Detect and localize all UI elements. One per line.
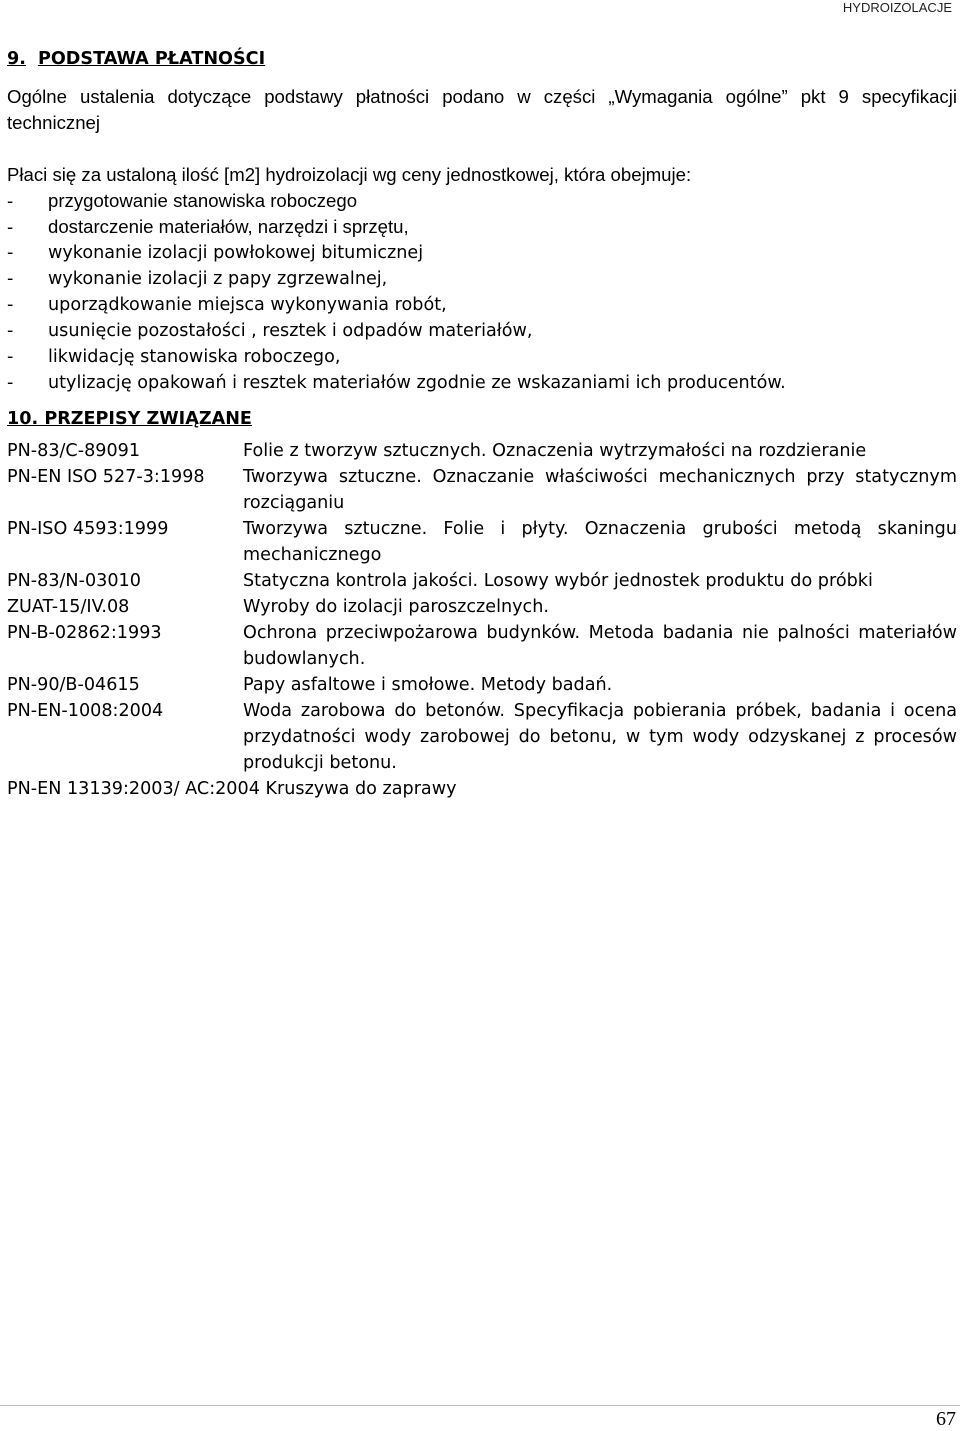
standard-description: Woda zarobowa do betonów. Specyfikacja pobierania próbek, badania i ocena przydatności wody zarobowej do betonu, w tym wody odzyskanej z procesów produkcji betonu. bbox=[243, 701, 957, 773]
list-dash: - bbox=[7, 295, 14, 315]
standard-row bbox=[7, 594, 957, 620]
list-item bbox=[7, 318, 957, 344]
standard-row bbox=[7, 698, 957, 776]
section-10-number: 10. bbox=[7, 409, 39, 429]
standard-row bbox=[7, 438, 957, 464]
standard-description: Folie z tworzyw sztucznych. Oznaczenia wytrzymałości na rozdzieranie bbox=[243, 441, 867, 461]
list-dash: - bbox=[7, 243, 14, 263]
standard-description: Tworzywa sztuczne. Oznaczanie właściwości mechanicznych przy statycznym rozciąganiu bbox=[243, 467, 957, 513]
footer-divider bbox=[0, 1405, 960, 1406]
list-item bbox=[7, 188, 957, 214]
document-body bbox=[7, 46, 957, 802]
list-item-text: uporządkowanie miejsca wykonywania robót, bbox=[48, 295, 447, 315]
section-9-title: PODSTAWA PŁATNOŚCI bbox=[37, 49, 266, 69]
standard-code: ZUAT-15/IV.08 bbox=[7, 597, 130, 617]
list-item-text: utylizację opakowań i resztek materiałów zgodnie ze wskazaniami ich producentów. bbox=[48, 373, 786, 393]
standards-list bbox=[7, 438, 957, 802]
payment-line: Płaci się za ustaloną ilość [m2] hydroizolacji wg ceny jednostkowej, która obejmuje: bbox=[7, 164, 692, 185]
list-item bbox=[7, 266, 957, 292]
list-item-text: likwidację stanowiska roboczego, bbox=[48, 347, 341, 367]
standard-row bbox=[7, 516, 957, 568]
standard-code: PN-B-02862:1993 bbox=[7, 623, 162, 643]
list-item bbox=[7, 370, 957, 396]
list-item-text: usunięcie pozostałości , resztek i odpadów materiałów, bbox=[48, 321, 533, 341]
section-9-body bbox=[7, 84, 957, 240]
list-dash: - bbox=[7, 321, 14, 341]
list-item bbox=[7, 214, 957, 240]
standard-code: PN-83/C-89091 bbox=[7, 441, 141, 461]
scope-list-part-1 bbox=[7, 188, 957, 240]
running-header: HYDROIZOLACJE bbox=[842, 0, 952, 15]
standard-code: PN-EN-1008:2004 bbox=[7, 701, 164, 721]
list-dash: - bbox=[7, 373, 14, 393]
list-dash: - bbox=[7, 269, 14, 289]
standard-code: PN-EN ISO 527-3:1998 bbox=[7, 467, 205, 487]
standard-row bbox=[7, 568, 957, 594]
section-9-number: 9. bbox=[7, 49, 26, 69]
standard-row bbox=[7, 620, 957, 672]
standard-code: PN-ISO 4593:1999 bbox=[7, 519, 169, 539]
standard-row-last: PN-EN 13139:2003/ AC:2004 Kruszywa do zaprawy bbox=[7, 779, 457, 799]
section-10-heading bbox=[7, 406, 957, 432]
standard-description: Tworzywa sztuczne. Folie i płyty. Oznaczenia grubości metodą skaningu mechanicznego bbox=[243, 519, 957, 565]
scope-list-part-2 bbox=[7, 240, 957, 396]
standard-code: PN-90/B-04615 bbox=[7, 675, 140, 695]
standard-row bbox=[7, 672, 957, 698]
list-dash: - bbox=[7, 216, 14, 237]
list-item bbox=[7, 292, 957, 318]
standard-description: Wyroby do izolacji paroszczelnych. bbox=[243, 597, 549, 617]
list-item-text: dostarczenie materiałów, narzędzi i sprzętu, bbox=[48, 216, 409, 237]
section-9-heading bbox=[7, 46, 957, 72]
standard-description: Ochrona przeciwpożarowa budynków. Metoda badania nie palności materiałów budowlanych. bbox=[243, 623, 957, 669]
standard-row bbox=[7, 464, 957, 516]
list-dash: - bbox=[7, 190, 14, 211]
list-item bbox=[7, 240, 957, 266]
standard-code: PN-83/N-03010 bbox=[7, 571, 141, 591]
list-dash: - bbox=[7, 347, 14, 367]
list-item-text: przygotowanie stanowiska roboczego bbox=[48, 190, 358, 211]
page-number: 67 bbox=[936, 1408, 956, 1430]
section-10-title: PRZEPISY ZWIĄZANE bbox=[44, 409, 252, 429]
list-item-text: wykonanie izolacji z papy zgrzewalnej, bbox=[48, 269, 388, 289]
intro-paragraph: Ogólne ustalenia dotyczące podstawy płatności podano w części „Wymagania ogólne” pkt 9 specyfikacji technicznej bbox=[7, 86, 957, 133]
list-item bbox=[7, 344, 957, 370]
list-item-text: wykonanie izolacji powłokowej bitumicznej bbox=[48, 243, 424, 263]
standard-description: Papy asfaltowe i smołowe. Metody badań. bbox=[243, 675, 613, 695]
standard-description: Statyczna kontrola jakości. Losowy wybór jednostek produktu do próbki bbox=[243, 571, 873, 591]
